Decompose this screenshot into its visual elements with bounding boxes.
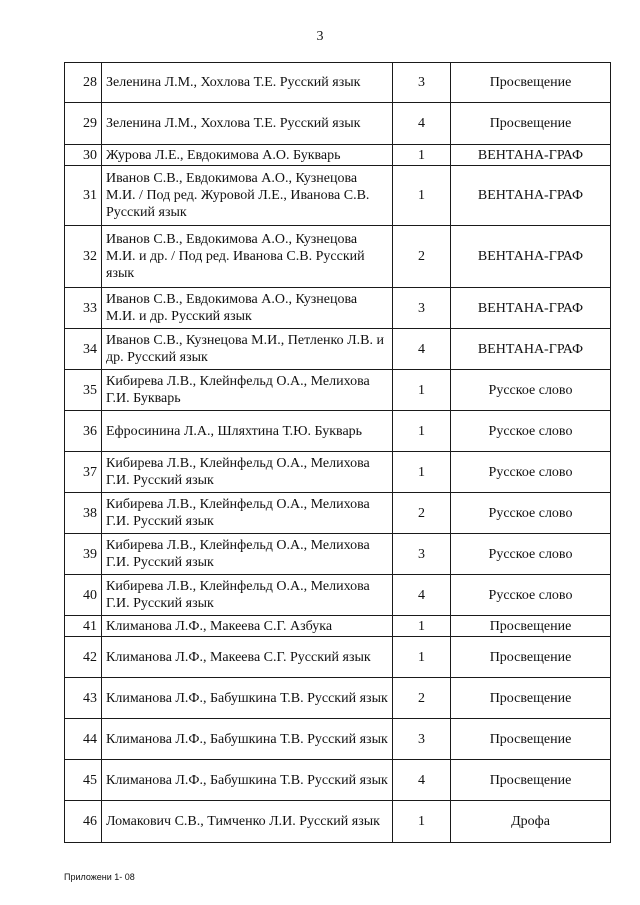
row-publisher: Русское слово xyxy=(451,370,611,411)
row-title: Иванов С.В., Евдокимова А.О., Кузнецова М.И. / Под ред. Журовой Л.Е., Иванова С.В. Русский язык xyxy=(102,166,393,226)
row-publisher: ВЕНТАНА-ГРАФ xyxy=(451,226,611,288)
row-publisher: Русское слово xyxy=(451,534,611,575)
row-title: Иванов С.В., Кузнецова М.И., Петленко Л.В. и др. Русский язык xyxy=(102,329,393,370)
row-title: Климанова Л.Ф., Бабушкина Т.В. Русский язык xyxy=(102,678,393,719)
table-row xyxy=(65,329,611,370)
row-number: 41 xyxy=(65,616,102,637)
row-publisher: Просвещение xyxy=(451,63,611,103)
row-publisher: Просвещение xyxy=(451,616,611,637)
row-title: Климанова Л.Ф., Макеева С.Г. Азбука xyxy=(102,616,393,637)
row-number: 34 xyxy=(65,329,102,370)
row-publisher: Дрофа xyxy=(451,801,611,843)
table-row xyxy=(65,575,611,616)
row-number: 43 xyxy=(65,678,102,719)
row-grade: 3 xyxy=(393,719,451,760)
row-publisher: Просвещение xyxy=(451,103,611,145)
table-row xyxy=(65,452,611,493)
row-number: 45 xyxy=(65,760,102,801)
row-grade: 1 xyxy=(393,452,451,493)
row-grade: 1 xyxy=(393,637,451,678)
table-row xyxy=(65,616,611,637)
row-number: 42 xyxy=(65,637,102,678)
row-title: Кибирева Л.В., Клейнфельд О.А., Мелихова Г.И. Букварь xyxy=(102,370,393,411)
row-publisher: Просвещение xyxy=(451,719,611,760)
table-row xyxy=(65,678,611,719)
row-title: Журова Л.Е., Евдокимова А.О. Букварь xyxy=(102,145,393,166)
row-number: 35 xyxy=(65,370,102,411)
row-title: Иванов С.В., Евдокимова А.О., Кузнецова М.И. и др. Русский язык xyxy=(102,288,393,329)
table-row xyxy=(65,226,611,288)
row-publisher: Русское слово xyxy=(451,493,611,534)
row-grade: 1 xyxy=(393,166,451,226)
row-title: Ломакович С.В., Тимченко Л.И. Русский язык xyxy=(102,801,393,843)
row-publisher: Просвещение xyxy=(451,637,611,678)
table-row xyxy=(65,493,611,534)
row-grade: 3 xyxy=(393,288,451,329)
row-number: 36 xyxy=(65,411,102,452)
row-number: 30 xyxy=(65,145,102,166)
row-publisher: Русское слово xyxy=(451,452,611,493)
table-row xyxy=(65,145,611,166)
table-body xyxy=(65,63,611,843)
row-title: Иванов С.В., Евдокимова А.О., Кузнецова М.И. и др. / Под ред. Иванова С.В. Русский язык xyxy=(102,226,393,288)
row-grade: 4 xyxy=(393,760,451,801)
row-number: 28 xyxy=(65,63,102,103)
footer-note: Приложени 1- 08 xyxy=(64,872,135,882)
row-number: 46 xyxy=(65,801,102,843)
row-title: Кибирева Л.В., Клейнфельд О.А., Мелихова Г.И. Русский язык xyxy=(102,452,393,493)
row-publisher: Русское слово xyxy=(451,411,611,452)
page-number: 3 xyxy=(316,29,324,44)
row-number: 44 xyxy=(65,719,102,760)
table-row xyxy=(65,760,611,801)
row-grade: 2 xyxy=(393,493,451,534)
row-publisher: ВЕНТАНА-ГРАФ xyxy=(451,329,611,370)
table-row xyxy=(65,166,611,226)
table-row xyxy=(65,370,611,411)
row-grade: 1 xyxy=(393,411,451,452)
row-grade: 1 xyxy=(393,801,451,843)
row-title: Климанова Л.Ф., Макеева С.Г. Русский язык xyxy=(102,637,393,678)
row-grade: 1 xyxy=(393,145,451,166)
row-number: 32 xyxy=(65,226,102,288)
row-grade: 4 xyxy=(393,575,451,616)
row-grade: 3 xyxy=(393,63,451,103)
row-title: Зеленина Л.М., Хохлова Т.Е. Русский язык xyxy=(102,63,393,103)
table-row xyxy=(65,103,611,145)
row-title: Климанова Л.Ф., Бабушкина Т.В. Русский язык xyxy=(102,719,393,760)
row-number: 40 xyxy=(65,575,102,616)
row-grade: 1 xyxy=(393,616,451,637)
table-row xyxy=(65,288,611,329)
textbook-table xyxy=(64,62,611,843)
row-title: Кибирева Л.В., Клейнфельд О.А., Мелихова Г.И. Русский язык xyxy=(102,534,393,575)
row-grade: 4 xyxy=(393,329,451,370)
row-number: 33 xyxy=(65,288,102,329)
row-number: 38 xyxy=(65,493,102,534)
row-grade: 1 xyxy=(393,370,451,411)
table-row xyxy=(65,637,611,678)
table-row xyxy=(65,411,611,452)
row-publisher: ВЕНТАНА-ГРАФ xyxy=(451,166,611,226)
row-publisher: ВЕНТАНА-ГРАФ xyxy=(451,145,611,166)
row-grade: 4 xyxy=(393,103,451,145)
row-publisher: Просвещение xyxy=(451,760,611,801)
row-title: Кибирева Л.В., Клейнфельд О.А., Мелихова Г.И. Русский язык xyxy=(102,575,393,616)
row-title: Зеленина Л.М., Хохлова Т.Е. Русский язык xyxy=(102,103,393,145)
row-number: 37 xyxy=(65,452,102,493)
row-number: 39 xyxy=(65,534,102,575)
table-row xyxy=(65,719,611,760)
row-number: 29 xyxy=(65,103,102,145)
row-publisher: Просвещение xyxy=(451,678,611,719)
row-grade: 2 xyxy=(393,226,451,288)
row-publisher: Русское слово xyxy=(451,575,611,616)
row-title: Ефросинина Л.А., Шляхтина Т.Ю. Букварь xyxy=(102,411,393,452)
row-grade: 2 xyxy=(393,678,451,719)
row-title: Кибирева Л.В., Клейнфельд О.А., Мелихова Г.И. Русский язык xyxy=(102,493,393,534)
row-grade: 3 xyxy=(393,534,451,575)
row-title: Климанова Л.Ф., Бабушкина Т.В. Русский язык xyxy=(102,760,393,801)
table-row xyxy=(65,534,611,575)
row-number: 31 xyxy=(65,166,102,226)
table-row xyxy=(65,63,611,103)
table-row xyxy=(65,801,611,843)
row-publisher: ВЕНТАНА-ГРАФ xyxy=(451,288,611,329)
